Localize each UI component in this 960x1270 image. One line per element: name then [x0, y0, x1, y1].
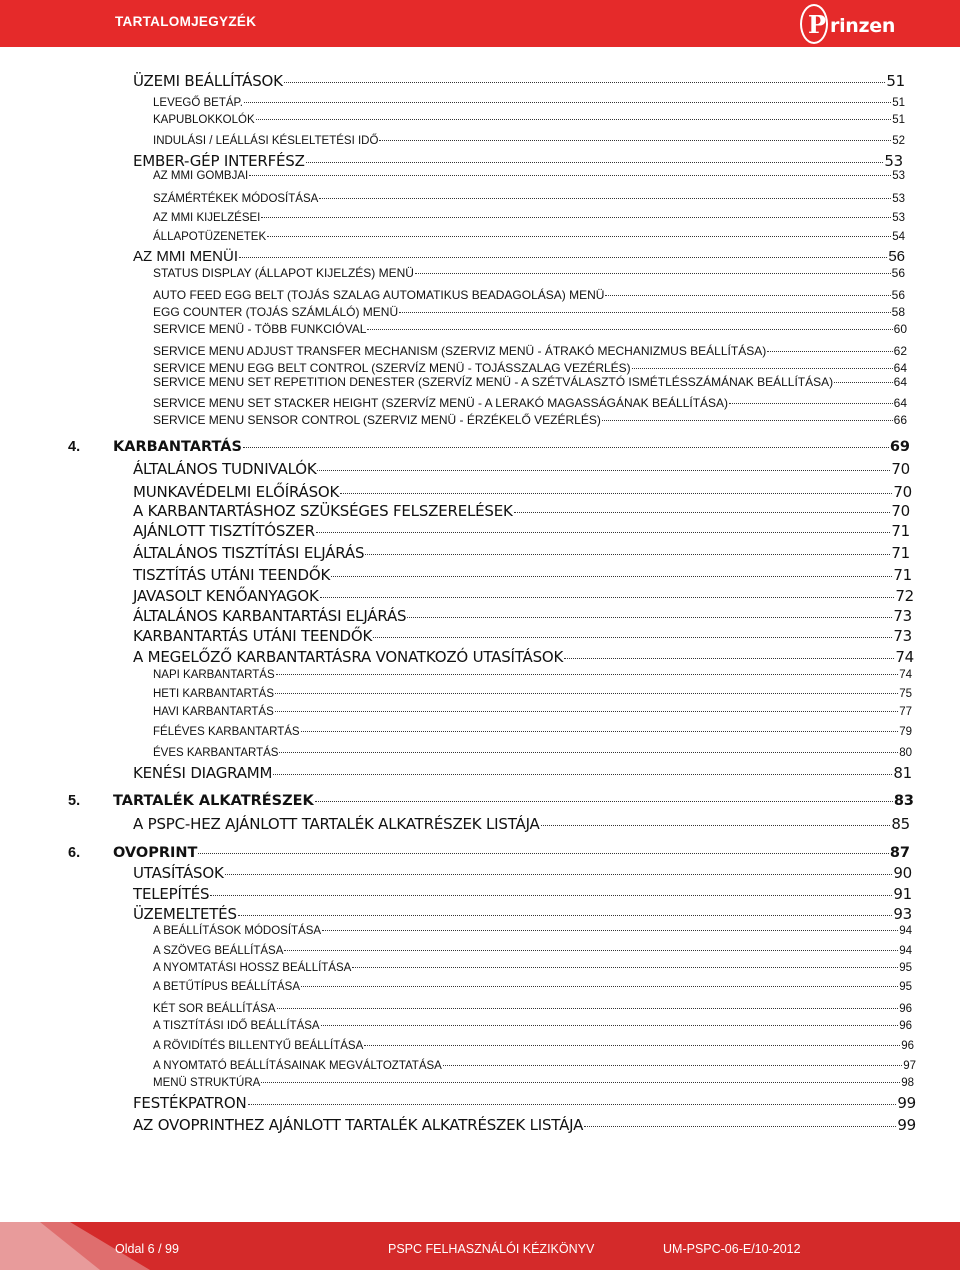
- toc-entry[interactable]: [133, 544, 910, 562]
- toc-dot-leader: [284, 950, 898, 951]
- toc-page-number: 73: [893, 627, 912, 645]
- toc-entry[interactable]: [153, 375, 907, 389]
- toc-page-number: 70: [891, 502, 910, 520]
- toc-entry[interactable]: [153, 669, 912, 681]
- toc-chapter-number: 4.: [68, 439, 81, 455]
- toc-dot-leader: [315, 801, 893, 802]
- toc-entry-title: ÉVES KARBANTARTÁS: [153, 747, 279, 759]
- toc-entry-title: AZ MMI GOMBJAI: [153, 170, 249, 182]
- toc-entry[interactable]: [153, 114, 905, 126]
- toc-page-number: 53: [892, 212, 905, 224]
- logo-letter: P: [808, 10, 827, 39]
- toc-page-number: 95: [899, 981, 912, 993]
- toc-page-number: 62: [893, 344, 907, 358]
- toc-dot-leader: [275, 711, 898, 712]
- toc-entry-title: TISZTÍTÁS UTÁNI TEENDŐK: [133, 566, 331, 584]
- toc-dot-leader: [602, 420, 893, 421]
- toc-page-number: 64: [893, 375, 907, 389]
- toc-entry-title: KAPUBLOKKOLÓK: [153, 114, 255, 126]
- toc-entry[interactable]: [133, 152, 903, 170]
- toc-page-number: 97: [903, 1060, 916, 1072]
- toc-entry[interactable]: [153, 396, 907, 410]
- toc-entry-title: SERVICE MENU ADJUST TRANSFER MECHANISM (SZERVIZ MENÜ - ÁTRAKÓ MECHANIZMUS BEÁLLÍTÁSA): [153, 344, 767, 358]
- toc-entry[interactable]: [68, 793, 914, 809]
- toc-entry[interactable]: [153, 97, 905, 109]
- toc-entry[interactable]: [153, 1077, 914, 1089]
- toc-dot-leader: [276, 674, 899, 675]
- toc-entry-title: AUTO FEED EGG BELT (TOJÁS SZALAG AUTOMATIKUS BEADAGOLÁSA) MENÜ: [153, 288, 605, 302]
- toc-entry[interactable]: [133, 1116, 916, 1134]
- toc-entry-title: OVOPRINT: [113, 845, 198, 861]
- toc-entry-title: KARBANTARTÁS: [113, 439, 242, 455]
- toc-dot-leader: [322, 930, 898, 931]
- toc-entry-title: TARTALÉK ALKATRÉSZEK: [113, 793, 314, 809]
- toc-dot-leader: [541, 825, 891, 826]
- toc-dot-leader: [367, 329, 892, 330]
- toc-page-number: 70: [891, 460, 910, 478]
- toc-dot-leader: [767, 351, 892, 352]
- toc-dot-leader: [340, 493, 892, 494]
- toc-entry[interactable]: [68, 439, 910, 455]
- toc-dot-leader: [261, 1082, 900, 1083]
- toc-page-number: 73: [893, 607, 912, 625]
- toc-page-number: 72: [895, 587, 914, 605]
- toc-entry[interactable]: [133, 885, 912, 903]
- toc-dot-leader: [301, 731, 899, 732]
- toc-page-number: 60: [893, 322, 907, 336]
- toc-entry-title: AZ MMI KIJELZÉSEI: [153, 212, 261, 224]
- toc-page-number: 96: [899, 1020, 912, 1032]
- toc-entry[interactable]: [133, 627, 912, 645]
- toc-page-number: 83: [893, 793, 914, 809]
- toc-entry-title: UTASÍTÁSOK: [133, 864, 224, 882]
- toc-page-number: 94: [899, 945, 912, 957]
- toc-entry-title: ÁLLAPOTÜZENETEK: [153, 231, 267, 243]
- toc-entry[interactable]: [153, 170, 905, 182]
- toc-entry[interactable]: [133, 248, 905, 265]
- toc-dot-leader: [605, 295, 890, 296]
- toc-entry[interactable]: [153, 212, 905, 224]
- toc-entry-title: ÁLTALÁNOS TISZTÍTÁSI ELJÁRÁS: [133, 544, 365, 562]
- toc-page-number: 64: [893, 361, 907, 375]
- toc-dot-leader: [284, 82, 886, 83]
- toc-page-number: 95: [899, 962, 912, 974]
- toc-entry[interactable]: [153, 962, 912, 974]
- toc-page-number: 79: [899, 726, 912, 738]
- toc-dot-leader: [279, 752, 898, 753]
- toc-page-number: 96: [899, 1003, 912, 1015]
- toc-entry-title: AZ OVOPRINTHEZ AJÁNLOTT TARTALÉK ALKATRÉSZEK LISTÁJA: [133, 1116, 584, 1134]
- toc-dot-leader: [317, 470, 890, 471]
- toc-page-number: 71: [893, 566, 912, 584]
- toc-page-number: 75: [899, 688, 912, 700]
- toc-page-number: 85: [891, 815, 910, 833]
- toc-page-number: 53: [892, 193, 905, 205]
- toc-entry-title: ÜZEMI BEÁLLÍTÁSOK: [133, 72, 283, 90]
- toc-page-number: 51: [892, 114, 905, 126]
- toc-dot-leader: [514, 512, 891, 513]
- toc-entry-title: A NYOMTATÁSI HOSSZ BEÁLLÍTÁSA: [153, 962, 352, 974]
- toc-entry[interactable]: [153, 305, 905, 319]
- toc-entry[interactable]: [133, 607, 912, 625]
- toc-entry-title: TELEPÍTÉS: [133, 885, 210, 903]
- toc-entry[interactable]: [133, 648, 914, 666]
- toc-entry[interactable]: [133, 587, 914, 605]
- toc-entry-title: FESTÉKPATRON: [133, 1094, 247, 1112]
- toc-entry[interactable]: [153, 413, 907, 427]
- toc-dot-leader: [198, 853, 888, 854]
- footer-doc-code: UM-PSPC-06-E/10-2012: [663, 1242, 801, 1256]
- toc-page-number: 77: [899, 706, 912, 718]
- toc-entry-title: AJÁNLOTT TISZTÍTÓSZER: [133, 522, 315, 540]
- toc-entry[interactable]: [153, 747, 912, 759]
- toc-page-number: 94: [899, 925, 912, 937]
- toc-entry[interactable]: [153, 288, 905, 302]
- toc-entry[interactable]: [133, 905, 912, 923]
- toc-entry-title: SERVICE MENU SENSOR CONTROL (SZERVIZ MENÜ - ÉRZÉKELŐ VEZÉRLÉS): [153, 413, 601, 427]
- toc-entry[interactable]: [153, 726, 912, 738]
- toc-entry-title: NAPI KARBANTARTÁS: [153, 669, 275, 681]
- toc-dot-leader: [248, 1104, 897, 1105]
- toc-page-number: 64: [893, 396, 907, 410]
- toc-entry-title: KÉT SOR BEÁLLÍTÁSA: [153, 1003, 276, 1015]
- toc-entry-title: A NYOMTATÓ BEÁLLÍTÁSAINAK MEGVÁLTOZTATÁSA: [153, 1060, 442, 1072]
- toc-entry[interactable]: [133, 460, 910, 478]
- toc-page-number: 80: [899, 747, 912, 759]
- toc-entry-title: JAVASOLT KENŐANYAGOK: [133, 587, 319, 605]
- toc-page-number: 53: [884, 152, 903, 170]
- toc-dot-leader: [331, 576, 892, 577]
- toc-entry-title: A PSPC-HEZ AJÁNLOTT TARTALÉK ALKATRÉSZEK LISTÁJA: [133, 815, 540, 833]
- toc-entry-title: A TISZTÍTÁSI IDŐ BEÁLLÍTÁSA: [153, 1020, 320, 1032]
- toc-entry-title: INDULÁSI / LEÁLLÁSI KÉSLELTETÉSI IDŐ: [153, 135, 379, 147]
- toc-page-number: 71: [891, 522, 910, 540]
- section-title: TARTALOMJEGYZÉK: [115, 14, 257, 29]
- toc-entry[interactable]: [133, 522, 910, 540]
- toc-entry-title: LEVEGŐ BETÁP.: [153, 97, 243, 109]
- toc-entry-title: SERVICE MENÜ - TÖBB FUNKCIÓVAL: [153, 322, 367, 336]
- toc-entry[interactable]: [153, 361, 907, 375]
- toc-dot-leader: [301, 986, 898, 987]
- toc-dot-leader: [277, 1008, 899, 1009]
- toc-entry[interactable]: [153, 981, 912, 993]
- toc-entry[interactable]: [133, 864, 912, 882]
- toc-entry[interactable]: [153, 344, 907, 358]
- toc-dot-leader: [239, 257, 887, 258]
- toc-dot-leader: [373, 637, 892, 638]
- toc-entry-title: SERVICE MENU SET REPETITION DENESTER (SZERVÍZ MENÜ - A SZÉTVÁLASZTÓ ISMÉTLÉSSZÁMÁNAK BEÁLLÍTÁSA): [153, 375, 834, 389]
- toc-entry-title: MENÜ STRUKTÚRA: [153, 1077, 261, 1089]
- toc-dot-leader: [210, 895, 892, 896]
- toc-entry[interactable]: [153, 688, 912, 700]
- toc-page-number: 66: [893, 413, 907, 427]
- toc-dot-leader: [225, 874, 893, 875]
- toc-entry[interactable]: [153, 945, 912, 957]
- toc-entry[interactable]: [153, 1060, 916, 1072]
- toc-page-number: 70: [893, 483, 912, 501]
- toc-page-number: 56: [891, 288, 905, 302]
- toc-entry-title: HETI KARBANTARTÁS: [153, 688, 274, 700]
- toc-dot-leader: [316, 532, 891, 533]
- toc-entry-title: EMBER-GÉP INTERFÉSZ: [133, 152, 305, 170]
- toc-dot-leader: [273, 774, 892, 775]
- toc-entry-title: A MEGELŐZŐ KARBANTARTÁSRA VONATKOZÓ UTASÍTÁSOK: [133, 648, 564, 666]
- toc-entry-title: SZÁMÉRTÉKEK MÓDOSÍTÁSA: [153, 193, 319, 205]
- toc-dot-leader: [275, 693, 898, 694]
- toc-dot-leader: [256, 119, 892, 120]
- toc-dot-leader: [319, 198, 891, 199]
- toc-page-number: 51: [892, 97, 905, 109]
- toc-dot-leader: [834, 382, 892, 383]
- toc-entry-title: A KARBANTARTÁSHOZ SZÜKSÉGES FELSZERELÉSEK: [133, 502, 513, 520]
- toc-entry-title: ÁLTALÁNOS TUDNIVALÓK: [133, 460, 317, 478]
- toc-entry-title: EGG COUNTER (TOJÁS SZÁMLÁLÓ) MENÜ: [153, 305, 399, 319]
- toc-dot-leader: [249, 175, 891, 176]
- toc-page-number: 98: [901, 1077, 914, 1089]
- toc-entry-title: KARBANTARTÁS UTÁNI TEENDŐK: [133, 627, 373, 645]
- toc-page-number: 69: [889, 439, 910, 455]
- toc-dot-leader: [379, 140, 891, 141]
- toc-page-number: 87: [889, 845, 910, 861]
- toc-entry-title: ÁLTALÁNOS KARBANTARTÁSI ELJÁRÁS: [133, 607, 407, 625]
- toc-page-number: 96: [901, 1040, 914, 1052]
- toc-dot-leader: [320, 597, 895, 598]
- toc-entry[interactable]: [133, 815, 910, 833]
- toc-dot-leader: [564, 658, 894, 659]
- toc-entry[interactable]: [133, 566, 912, 584]
- toc-chapter-number: 6.: [68, 845, 81, 861]
- toc-entry-title: SERVICE MENU SET STACKER HEIGHT (SZERVÍZ MENÜ - A LERAKÓ MAGASSÁGÁNAK BEÁLLÍTÁSA): [153, 396, 729, 410]
- toc-dot-leader: [364, 1045, 900, 1046]
- toc-page-number: 74: [899, 669, 912, 681]
- toc-dot-leader: [243, 447, 889, 448]
- toc-entry-title: A BEÁLLÍTÁSOK MÓDOSÍTÁSA: [153, 925, 322, 937]
- footer-page-label: Oldal 6 / 99: [115, 1242, 179, 1256]
- toc-dot-leader: [729, 403, 893, 404]
- toc-dot-leader: [443, 1065, 902, 1066]
- toc-page-number: 54: [892, 231, 905, 243]
- toc-chapter-number: 5.: [68, 793, 81, 809]
- toc-page-number: 74: [895, 648, 914, 666]
- toc-entry[interactable]: [153, 1020, 912, 1032]
- toc-entry-title: HAVI KARBANTARTÁS: [153, 706, 274, 718]
- toc-page-number: 99: [897, 1116, 916, 1134]
- toc-entry[interactable]: [133, 764, 912, 782]
- toc-dot-leader: [415, 273, 891, 274]
- toc-entry[interactable]: [153, 322, 907, 336]
- toc-entry[interactable]: [153, 925, 912, 937]
- toc-page-number: 58: [891, 305, 905, 319]
- toc-page-number: 99: [897, 1094, 916, 1112]
- toc-dot-leader: [584, 1126, 896, 1127]
- toc-entry[interactable]: [153, 1040, 914, 1052]
- toc-entry-title: A SZÖVEG BEÁLLÍTÁSA: [153, 945, 284, 957]
- toc-dot-leader: [238, 915, 893, 916]
- toc-entry-title: AZ MMI MENÜI: [133, 248, 238, 265]
- toc-entry-title: STATUS DISPLAY (ÁLLAPOT KIJELZÉS) MENÜ: [153, 266, 414, 280]
- toc-entry-title: SERVICE MENU EGG BELT CONTROL (SZERVÍZ MENÜ - TOJÁSSZALAG VEZÉRLÉS): [153, 361, 631, 375]
- toc-dot-leader: [306, 162, 884, 163]
- toc-dot-leader: [352, 967, 898, 968]
- toc-page-number: 52: [892, 135, 905, 147]
- toc-entry[interactable]: [133, 72, 905, 90]
- toc-entry[interactable]: [133, 1094, 916, 1112]
- toc-entry[interactable]: [153, 266, 905, 280]
- toc-entry-title: KENÉSI DIAGRAMM: [133, 764, 273, 782]
- toc-entry[interactable]: [153, 135, 905, 147]
- toc-entry-title: ÜZEMELTETÉS: [133, 905, 237, 923]
- toc-entry-title: A BETŰTÍPUS BEÁLLÍTÁSA: [153, 981, 300, 993]
- toc-entry[interactable]: [153, 706, 912, 718]
- footer-manual-title: PSPC FELHASZNÁLÓI KÉZIKÖNYV: [388, 1242, 595, 1256]
- toc-dot-leader: [261, 217, 891, 218]
- toc-entry[interactable]: [153, 1003, 912, 1015]
- toc-page-number: 56: [891, 266, 905, 280]
- toc-page-number: 90: [893, 864, 912, 882]
- toc-dot-leader: [321, 1025, 899, 1026]
- toc-entry-title: A RÖVIDÍTÉS BILLENTYŰ BEÁLLÍTÁSA: [153, 1040, 364, 1052]
- toc-entry[interactable]: [153, 231, 905, 243]
- toc-page-number: 53: [892, 170, 905, 182]
- toc-entry[interactable]: [153, 193, 905, 205]
- toc-entry[interactable]: [133, 502, 910, 520]
- toc-page-number: 51: [886, 72, 905, 90]
- toc-dot-leader: [365, 554, 890, 555]
- toc-page-number: 56: [888, 248, 905, 265]
- toc-page-number: 81: [893, 764, 912, 782]
- logo-text: rinzen: [830, 15, 896, 37]
- toc-dot-leader: [267, 236, 891, 237]
- toc-dot-leader: [244, 102, 891, 103]
- toc-page-number: 71: [891, 544, 910, 562]
- toc-dot-leader: [632, 368, 893, 369]
- toc-page-number: 93: [893, 905, 912, 923]
- toc-entry[interactable]: [68, 845, 910, 861]
- toc-entry-title: FÉLÉVES KARBANTARTÁS: [153, 726, 300, 738]
- toc-page-number: 91: [893, 885, 912, 903]
- toc-entry-title: MUNKAVÉDELMI ELŐÍRÁSOK: [133, 483, 340, 501]
- toc-dot-leader: [407, 617, 892, 618]
- toc-entry[interactable]: [133, 483, 912, 501]
- toc-dot-leader: [399, 312, 891, 313]
